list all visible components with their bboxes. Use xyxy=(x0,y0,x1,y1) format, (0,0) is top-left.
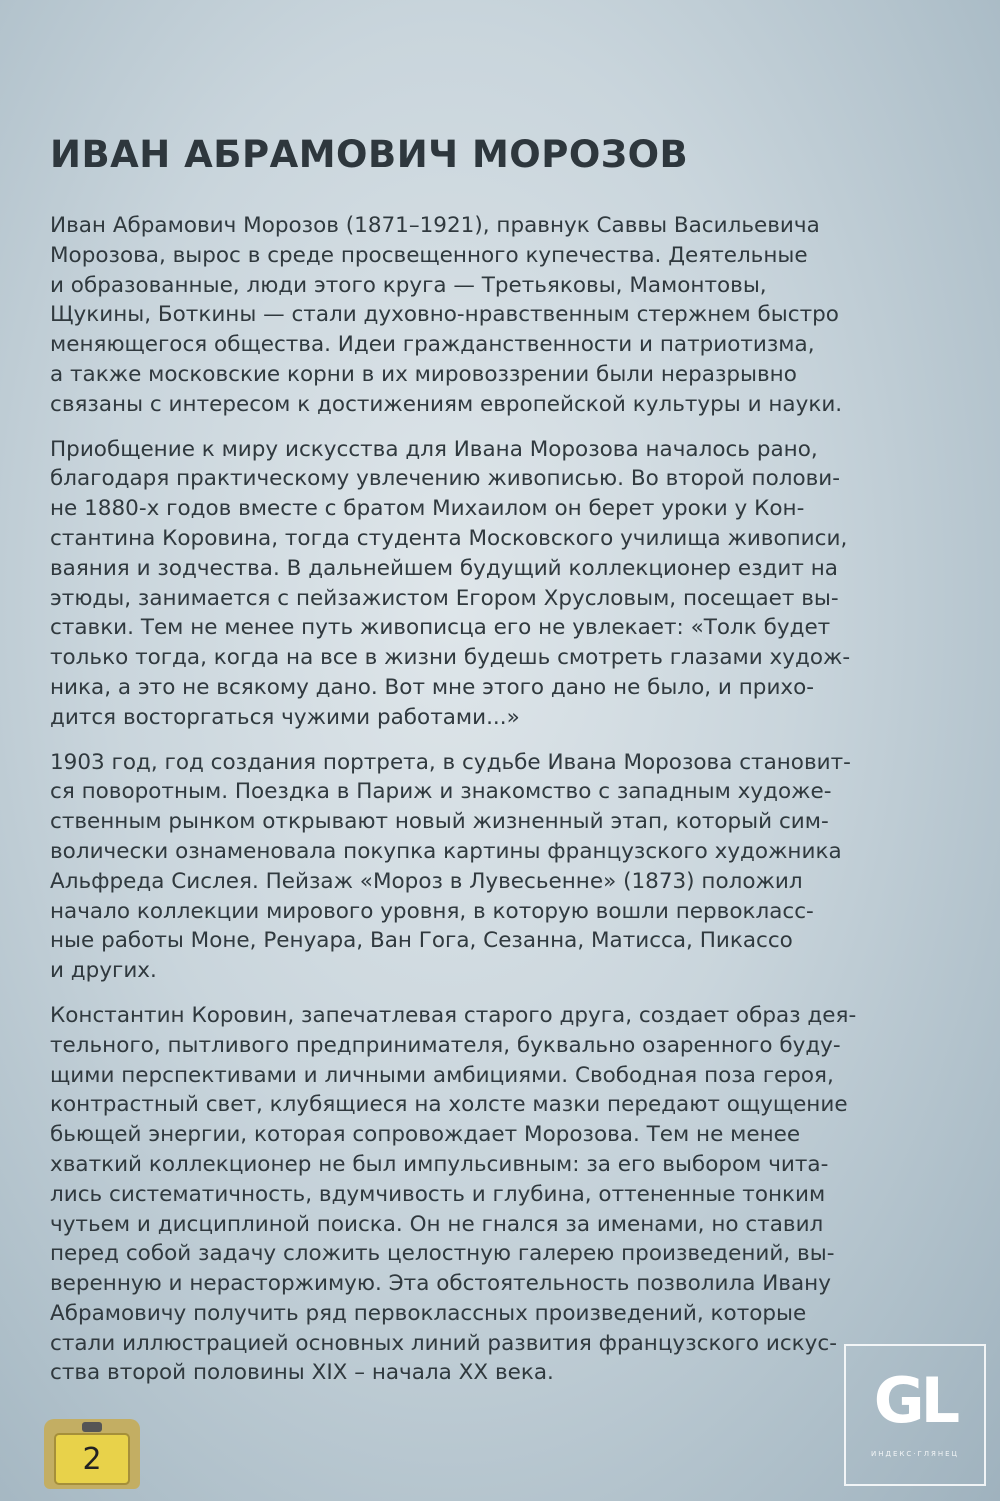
text-line: стали иллюстрацией основных линий развития французского искус- xyxy=(50,1330,837,1356)
text-line: ственным рынком открывают новый жизненный этап, который сим- xyxy=(50,809,829,835)
text-line: хваткий коллекционер не был импульсивным: за его выбором чита- xyxy=(50,1151,829,1177)
text-line: веренную и нерасторжимую. Эта обстоятельность позволила Ивану xyxy=(50,1271,831,1297)
badge-number: 2 xyxy=(54,1433,130,1485)
text-line: только тогда, когда на все в жизни будешь смотреть глазами худож- xyxy=(50,645,851,671)
text-line: лись систематичность, вдумчивость и глубина, оттененные тонким xyxy=(50,1181,826,1207)
text-line: щими перспективами и личными амбициями. Свободная поза героя, xyxy=(50,1062,834,1088)
text-line: и образованные, люди этого круга — Третьяковы, Мамонтовы, xyxy=(50,272,767,298)
text-line: не 1880-х годов вместе с братом Михаилом он берет уроки у Кон- xyxy=(50,496,805,522)
text-line: волически ознаменовала покупка картины французского художника xyxy=(50,838,842,864)
paragraph-4 xyxy=(50,1001,920,1388)
text-line: ваяния и зодчества. В дальнейшем будущий коллекционер ездит на xyxy=(50,555,838,581)
text-line: этюды, занимается с пейзажистом Егором Хрусловым, посещает вы- xyxy=(50,585,839,611)
watermark-logo xyxy=(844,1344,986,1486)
text-line: ставки. Тем не менее путь живописца его не увлекает: «Толк будет xyxy=(50,615,831,641)
paragraph-3 xyxy=(50,748,920,986)
text-line: благодаря практическому увлечению живописью. Во второй полови- xyxy=(50,466,841,492)
text-line: Константин Коровин, запечатлевая старого друга, создает образ дея- xyxy=(50,1002,857,1028)
text-line: а также московские корни в их мировоззрении были неразрывно xyxy=(50,361,797,387)
text-line: Приобщение к миру искусства для Ивана Морозова началось рано, xyxy=(50,436,818,462)
text-line: ника, а это не всякому дано. Вот мне этого дано не было, и прихо- xyxy=(50,674,815,700)
text-line: бьющей энергии, которая сопровождает Морозова. Тем не менее xyxy=(50,1122,801,1148)
text-line: Щукины, Боткины — стали духовно-нравственным стержнем быстро xyxy=(50,302,839,328)
body-text xyxy=(50,211,920,1403)
text-line: контрастный свет, клубящиеся на холсте мазки передают ощущение xyxy=(50,1092,848,1118)
text-line: дится восторгаться чужими работами...» xyxy=(50,704,520,730)
text-line: перед собой задачу сложить целостную галерею произведений, вы- xyxy=(50,1241,835,1267)
paragraph-2 xyxy=(50,435,920,733)
text-line: меняющегося общества. Идеи гражданственности и патриотизма, xyxy=(50,332,815,358)
badge-clip xyxy=(82,1422,102,1432)
text-line: стантина Коровина, тогда студента Московского училища живописи, xyxy=(50,525,848,551)
text-line: 1903 год, год создания портрета, в судьбе Ивана Морозова становит- xyxy=(50,749,851,775)
text-line: тельного, пытливого предпринимателя, буквально озаренного буду- xyxy=(50,1032,841,1058)
text-line: ся поворотным. Поездка в Париж и знакомство с западным художе- xyxy=(50,779,832,805)
text-line: Абрамовичу получить ряд первоклассных произведений, которые xyxy=(50,1300,807,1326)
audio-guide-badge xyxy=(44,1419,140,1489)
text-line: связаны с интересом к достижениям европейской культуры и науки. xyxy=(50,391,843,417)
watermark-subtitle: ИНДЕКС·ГЛЯНЕЦ xyxy=(871,1450,959,1458)
paragraph-1 xyxy=(50,211,920,420)
watermark-letters: GL xyxy=(873,1364,957,1437)
text-line: Альфреда Сислея. Пейзаж «Мороз в Лувесьенне» (1873) положил xyxy=(50,868,803,894)
panel-title: ИВАН АБРАМОВИЧ МОРОЗОВ xyxy=(50,133,689,176)
text-line: и других. xyxy=(50,958,157,984)
text-line: чутьем и дисциплиной поиска. Он не гнался за именами, но ставил xyxy=(50,1211,824,1237)
text-line: ства второй половины XIX – начала XX века. xyxy=(50,1360,554,1386)
text-line: Морозова, вырос в среде просвещенного купечества. Деятельные xyxy=(50,242,808,268)
text-line: Иван Абрамович Морозов (1871–1921), правнук Саввы Васильевича xyxy=(50,213,820,238)
text-line: ные работы Моне, Ренуара, Ван Гога, Сезанна, Матисса, Пикассо xyxy=(50,928,793,954)
text-line: начало коллекции мирового уровня, в которую вошли первокласс- xyxy=(50,898,814,924)
